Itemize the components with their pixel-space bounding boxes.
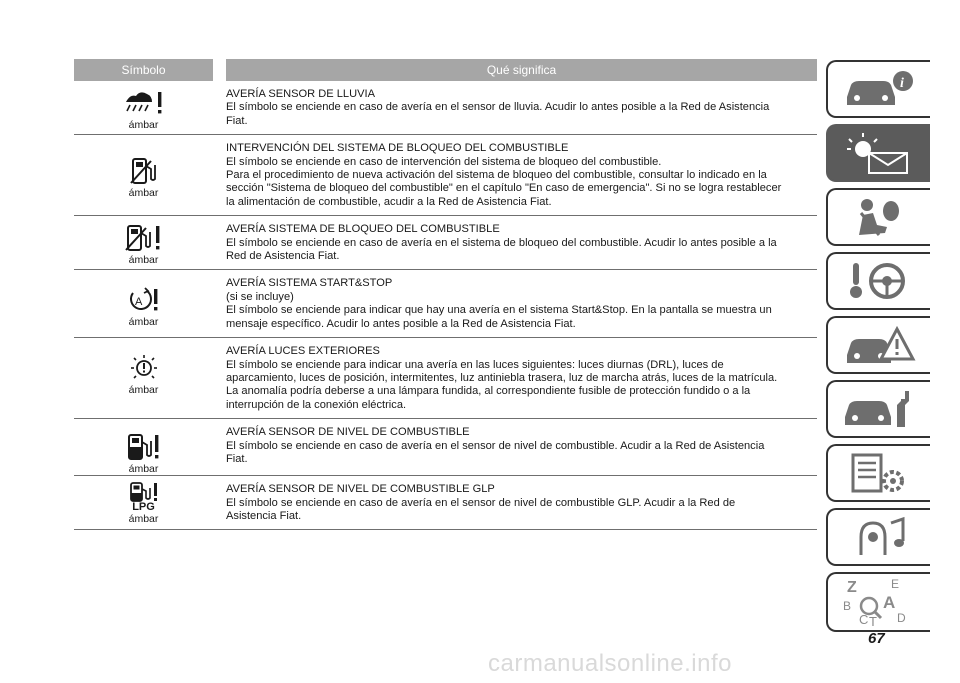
meaning-cell (226, 338, 817, 418)
tab-car-info[interactable] (826, 60, 930, 118)
lpg-level-sensor-fault-icon (128, 482, 160, 502)
row-line: Para el procedimiento de nueva activación del sistema de bloqueo del combustible, consultar lo indicado en la (226, 169, 767, 182)
fuel-cutoff-fault-icon (124, 224, 164, 252)
svg-text:i: i (900, 76, 904, 91)
emergency-car-icon (839, 323, 919, 367)
fuel-level-sensor-fault-icon (126, 433, 162, 461)
row-title: AVERÍA SISTEMA START&STOP (226, 277, 393, 290)
table-header (74, 59, 817, 81)
svg-text:A: A (134, 296, 142, 309)
row-line: Fiat. (226, 114, 248, 127)
row-title: INTERVENCIÓN DEL SISTEMA DE BLOQUEO DEL COMBUSTIBLE (226, 142, 569, 155)
row-line: El símbolo se enciende en caso de avería en el sensor de nivel de combustible. Acudir a la Red de Asistencia (226, 439, 765, 452)
color-label: ámbar (128, 384, 159, 397)
tab-safety[interactable] (826, 188, 930, 246)
row-line: (si se incluye) (226, 290, 294, 303)
tab-starting-driving[interactable] (826, 252, 930, 310)
tab-multimedia[interactable] (826, 508, 930, 566)
table-row (74, 81, 817, 135)
exterior-lights-fault-icon (127, 354, 161, 382)
car-info-icon (839, 67, 919, 111)
row-line: La anomalía podría deberse a una lámpara fundida, al correspondiente fusible de protección fundido o a la (226, 385, 751, 398)
tab-technical-data[interactable] (826, 444, 930, 502)
row-title: AVERÍA SENSOR DE NIVEL DE COMBUSTIBLE GLP (226, 483, 495, 496)
svg-text:A: A (883, 593, 896, 612)
multimedia-icon (839, 515, 919, 559)
color-label: ámbar (128, 254, 159, 267)
svg-text:Z: Z (847, 579, 857, 596)
warning-lights-table (74, 59, 817, 530)
table-row (74, 338, 817, 419)
car-maintenance-icon (839, 387, 919, 431)
row-line: la alimentación de combustible, acudir a la Red de Asistencia Fiat. (226, 195, 552, 208)
row-line: Red de Asistencia Fiat. (226, 250, 340, 263)
fuel-cutoff-icon (129, 157, 159, 185)
row-title: AVERÍA SENSOR DE NIVEL DE COMBUSTIBLE (226, 426, 470, 439)
row-line: aparcamiento, luces de posición, intermitentes, luz antiniebla trasera, luz de marcha atrás, luces de la matrícula. (226, 371, 778, 384)
color-label: ámbar (128, 316, 159, 329)
rain-sensor-fault-icon (122, 89, 166, 117)
row-title: AVERÍA SENSOR DE LLUVIA (226, 88, 375, 100)
meaning-cell (226, 476, 817, 529)
color-label: ámbar (128, 187, 159, 200)
warning-lights-messages-icon (839, 131, 919, 175)
meaning-cell (226, 81, 817, 134)
color-label: ámbar (128, 119, 159, 131)
chapter-tabs (826, 60, 930, 638)
svg-text:C: C (859, 612, 869, 627)
meaning-cell (226, 216, 817, 269)
tab-warning-lights[interactable] (826, 124, 930, 182)
header-meaning: Qué significa (226, 59, 817, 81)
tab-maintenance[interactable] (826, 380, 930, 438)
row-line: Fiat. (226, 452, 248, 465)
start-stop-fault-icon (127, 286, 161, 314)
row-line: mensaje específico. Acudir lo antes posible a la Red de Asistencia Fiat. (226, 317, 576, 330)
lpg-icon-text: LPG (132, 501, 155, 514)
row-line: El símbolo se enciende en caso de avería en el sensor de lluvia. Acudir lo antes posible a la Red de Asistencia (226, 101, 770, 114)
svg-text:B: B (843, 599, 852, 613)
row-line: El símbolo se enciende en caso de avería en el sistema de bloqueo del combustible. Acudir lo antes posible a la (226, 236, 777, 249)
table-row (74, 476, 817, 530)
meaning-cell (226, 270, 817, 337)
meaning-cell (226, 135, 817, 215)
page-number: 67 (868, 630, 885, 647)
row-line: El símbolo se enciende para indicar que hay una avería en el sistema Start&Stop. En la pantalla se muestra un (226, 304, 772, 317)
svg-text:E: E (891, 577, 900, 591)
meaning-cell (226, 419, 817, 475)
color-label: ámbar (128, 463, 159, 476)
row-title: AVERÍA SISTEMA DE BLOQUEO DEL COMBUSTIBLE (226, 223, 500, 236)
alphabetical-index-icon (839, 576, 919, 628)
svg-text:T: T (869, 614, 877, 628)
row-line: El símbolo se enciende para indicar una avería en las luces siguientes: luces diurnas (DRL), luces de (226, 358, 724, 371)
tab-emergency[interactable] (826, 316, 930, 374)
technical-data-icon (839, 451, 919, 495)
table-row (74, 419, 817, 476)
table-row (74, 216, 817, 270)
header-symbol: Símbolo (74, 59, 213, 81)
color-label: ámbar (128, 513, 159, 526)
row-line: interrupción de la conexión eléctrica. (226, 398, 407, 411)
table-row (74, 135, 817, 216)
row-line: sección "Sistema de bloqueo del combustible" en el capítulo "En caso de emergencia". Si no se logra restablecer (226, 182, 782, 195)
tab-index[interactable] (826, 572, 930, 632)
table-row (74, 270, 817, 338)
steering-wheel-key-icon (839, 259, 919, 303)
row-line: El símbolo se enciende en caso de avería en el sensor de nivel de combustible GLP. Acudir a la Red de (226, 496, 736, 509)
safety-airbag-icon (839, 195, 919, 239)
row-line: El símbolo se enciende en caso de intervención del sistema de bloqueo del combustible. (226, 155, 662, 168)
row-line: Asistencia Fiat. (226, 509, 302, 522)
watermark: carmanualsonline.info (488, 650, 732, 677)
row-title: AVERÍA LUCES EXTERIORES (226, 345, 380, 358)
svg-text:D: D (897, 611, 906, 625)
